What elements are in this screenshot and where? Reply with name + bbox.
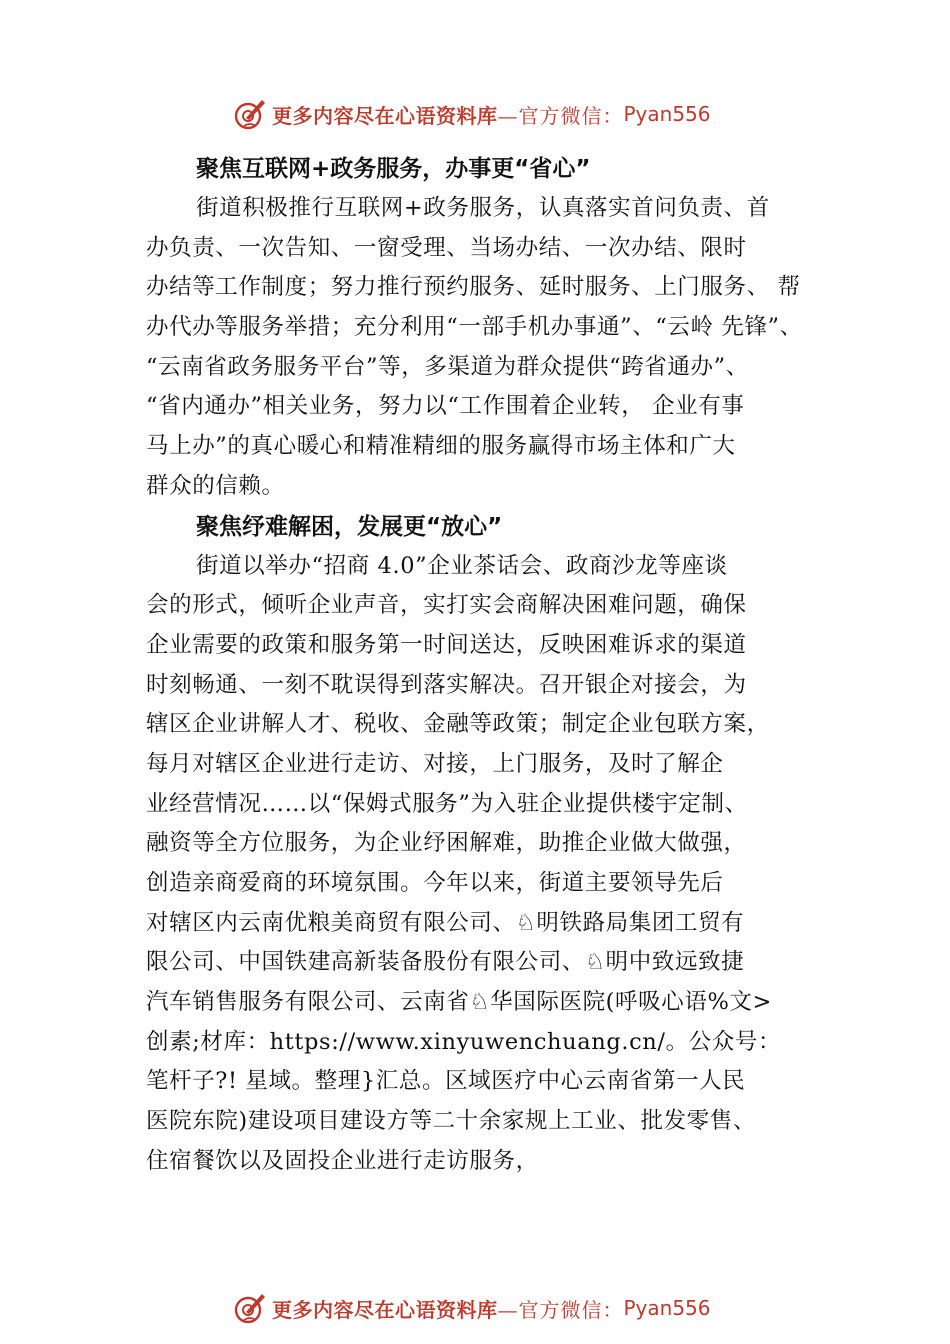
paragraph-line: 办负责、一次告知、一窗受理、当场办结、一次办结、限时	[146, 234, 747, 261]
paragraph-line: 群众的信赖。	[146, 472, 285, 499]
section-heading: 聚焦纾难解困，发展更“放心”	[196, 513, 503, 540]
banner-wechat-label: —官方微信：	[497, 1297, 624, 1322]
paragraph-line: 医院东院)建设项目建设方等二十余家规上工业、批发零售、	[146, 1108, 756, 1135]
paragraph-line: 时刻畅通、一刻不耽误得到落实解决。召开银企对接会，为	[146, 671, 747, 698]
paragraph-line: 辖区企业讲解人才、税收、金融等政策；制定企业包联方案，	[146, 711, 770, 738]
paragraph-line: 住宿餐饮以及固投企业进行走访服务，	[146, 1147, 539, 1174]
paragraph-line: 街道以举办“招商 4.0”企业茶话会、政商沙龙等座谈	[196, 552, 728, 579]
paragraph-line: “云南省政务服务平台”等，多渠道为群众提供“跨省通办”、	[146, 353, 749, 380]
paragraph-line: 限公司、中国铁建高新装备股份有限公司、♘明中致远致捷	[146, 949, 745, 976]
paragraph-line: 马上办”的真心暖心和精准精细的服务赢得市场主体和广大	[146, 433, 736, 460]
banner-wechat-label: —官方微信：	[497, 103, 624, 128]
paragraph-line: 办结等工作制度；努力推行预约服务、延时服务、上门服务、 帮	[146, 274, 801, 301]
paragraph-line: “省内通办”相关业务，努力以“工作围着企业转， 企业有事	[146, 393, 745, 420]
paragraph-line: 每月对辖区企业进行走访、对接，上门服务，及时了解企	[146, 750, 724, 777]
paragraph-line: 创造亲商爱商的环境氛围。今年以来，街道主要领导先后	[146, 870, 724, 896]
paragraph-line: 街道积极推行互联网+政务服务，认真落实首问负责、首	[196, 195, 770, 221]
banner-wechat-id: Pyan556	[623, 102, 711, 126]
quill-logo-icon	[232, 1290, 268, 1326]
paragraph-line: 汽车销售服务有限公司、云南省♘华国际医院(呼吸心语%文>	[146, 989, 772, 1016]
paragraph-line: 创素;材库：https://www.xinyuwenchuang.cn/。公众号：	[146, 1028, 782, 1055]
header-banner	[232, 94, 711, 134]
paragraph-line: 业经营情况……以“保姆式服务”为入驻企业提供楼宇定制、	[146, 790, 748, 817]
paragraph-line: 对辖区内云南优粮美商贸有限公司、♘明铁路局集团工贸有	[146, 909, 745, 936]
banner-brand: 更多内容尽在心语资料库	[272, 1297, 498, 1322]
quill-logo-icon	[232, 96, 268, 132]
banner-brand: 更多内容尽在心语资料库	[272, 103, 498, 128]
section-heading: 聚焦互联网+政务服务，办事更“省心”	[196, 156, 591, 182]
paragraph-line: 会的形式，倾听企业声音，实打实会商解决困难问题，确保	[146, 592, 747, 619]
paragraph-line: 笔杆子?! 星域。整理}汇总。区域医疗中心云南省第一人民	[146, 1068, 746, 1095]
paragraph-line: 办代办等服务举措；充分利用“一部手机办事通”、“云岭 先锋”、	[146, 314, 803, 341]
banner-wechat-id: Pyan556	[623, 1296, 711, 1320]
paragraph-line: 企业需要的政策和服务第一时间送达，反映困难诉求的渠道	[146, 631, 747, 658]
paragraph-line: 融资等全方位服务，为企业纾困解难，助推企业做大做强，	[146, 830, 747, 857]
document-body	[146, 149, 836, 1182]
footer-banner	[232, 1288, 711, 1328]
